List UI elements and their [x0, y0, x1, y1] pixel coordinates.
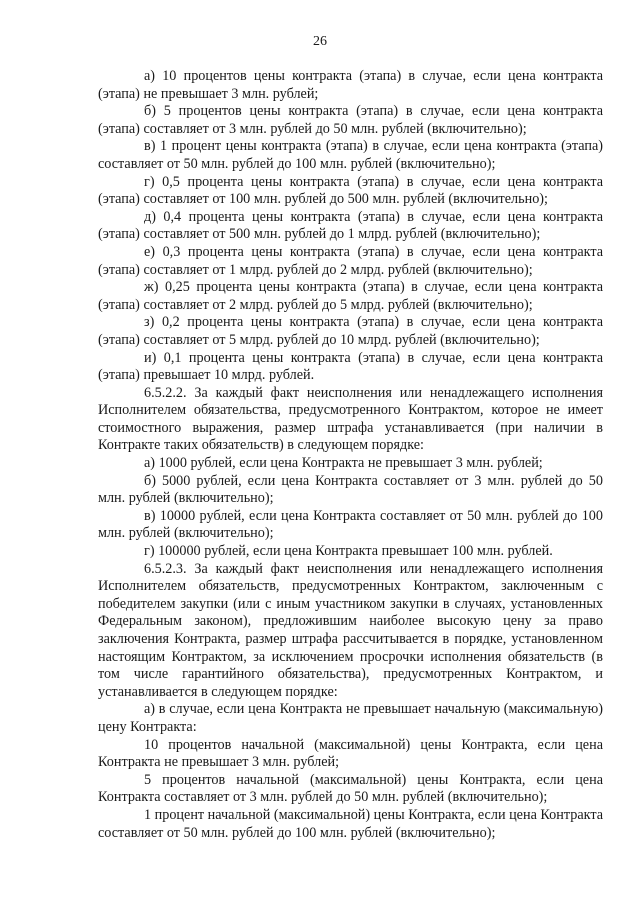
paragraph-5-percent-initial: 5 процентов начальной (максимальной) цены Контракта, если цена Контракта составляет от 3 млн. рублей до 50 млн. рублей (включительно); — [98, 771, 603, 806]
clause-6-5-2-2: 6.5.2.2. За каждый факт неисполнения или ненадлежащего исполнения Исполнителем обязательства, предусмотренного Контрактом, которое не имеет стоимостного выражения, размер штрафа устанавливается (при наличии в Контракте таких обязательств) в следующем порядке: — [98, 384, 603, 454]
page-number: 26 — [313, 34, 327, 49]
paragraph-e-0-3-percent: е) 0,3 процента цены контракта (этапа) в случае, если цена контракта (этапа) составляет от 1 млрд. рублей до 2 млрд. рублей (включительно); — [98, 243, 603, 278]
paragraph-g-0-5-percent: г) 0,5 процента цены контракта (этапа) в случае, если цена контракта (этапа) составляет от 100 млн. рублей до 500 млн. рублей (включительно); — [98, 173, 603, 208]
paragraph-v-1-percent: в) 1 процент цены контракта (этапа) в случае, если цена контракта (этапа) составляет от 50 млн. рублей до 100 млн. рублей (включительно); — [98, 138, 603, 172]
paragraph-a-price-not-exceeding: а) в случае, если цена Контракта не превышает начальную (максимальную) цену Контракта: — [98, 701, 603, 735]
paragraph-g-100000-rub: г) 100000 рублей, если цена Контракта превышает 100 млн. рублей. — [144, 543, 553, 560]
clause-6-5-2-3: 6.5.2.3. За каждый факт неисполнения или ненадлежащего исполнения Исполнителем обязательств, предусмотренных Контрактом, заключенным с победителем закупки (или с иным участником закупки в случаях, установленных Федеральным законом), предложившим наиболее высокую цену за право заключения Контракта, размер штрафа рассчитывается в порядке, установленном настоящим Контрактом, за исключением просрочки исполнения обязательств (в том числе гарантийного обязательства), предусмотренных Контрактом, и устанавливается в следующем порядке: — [98, 560, 603, 700]
document-body — [98, 68, 603, 842]
paragraph-b-5000-rub: б) 5000 рублей, если цена Контракта составляет от 3 млн. рублей до 50 млн. рублей (включительно); — [98, 472, 603, 507]
paragraph-zh-0-25-percent: ж) 0,25 процента цены контракта (этапа) в случае, если цена контракта (этапа) составляет от 2 млрд. рублей до 5 млрд. рублей (включительно); — [98, 279, 603, 313]
paragraph-10-percent-initial: 10 процентов начальной (максимальной) цены Контракта, если цена Контракта не превышает 3 млн. рублей; — [98, 736, 603, 771]
paragraph-1-percent-initial: 1 процент начальной (максимальной) цены Контракта, если цена Контракта составляет от 50 млн. рублей до 100 млн. рублей (включительно); — [98, 806, 603, 841]
paragraph-b-5-percent: б) 5 процентов цены контракта (этапа) в случае, если цена контракта (этапа) составляет от 3 млн. рублей до 50 млн. рублей (включительно); — [98, 103, 603, 137]
paragraph-z-0-2-percent: з) 0,2 процента цены контракта (этапа) в случае, если цена контракта (этапа) составляет от 5 млрд. рублей до 10 млрд. рублей (включительно); — [98, 314, 603, 348]
paragraph-a-10-percent: а) 10 процентов цены контракта (этапа) в случае, если цена контракта (этапа) не превышает 3 млн. рублей; — [98, 68, 603, 102]
paragraph-a-1000-rub: а) 1000 рублей, если цена Контракта не превышает 3 млн. рублей; — [144, 455, 543, 472]
paragraph-i-0-1-percent: и) 0,1 процента цены контракта (этапа) в случае, если цена контракта (этапа) превышает 10 млрд. рублей. — [98, 349, 603, 384]
paragraph-v-10000-rub: в) 10000 рублей, если цена Контракта составляет от 50 млн. рублей до 100 млн. рублей (включительно); — [98, 507, 603, 542]
paragraph-d-0-4-percent: д) 0,4 процента цены контракта (этапа) в случае, если цена контракта (этапа) составляет от 500 млн. рублей до 1 млрд. рублей (включительно); — [98, 208, 603, 243]
